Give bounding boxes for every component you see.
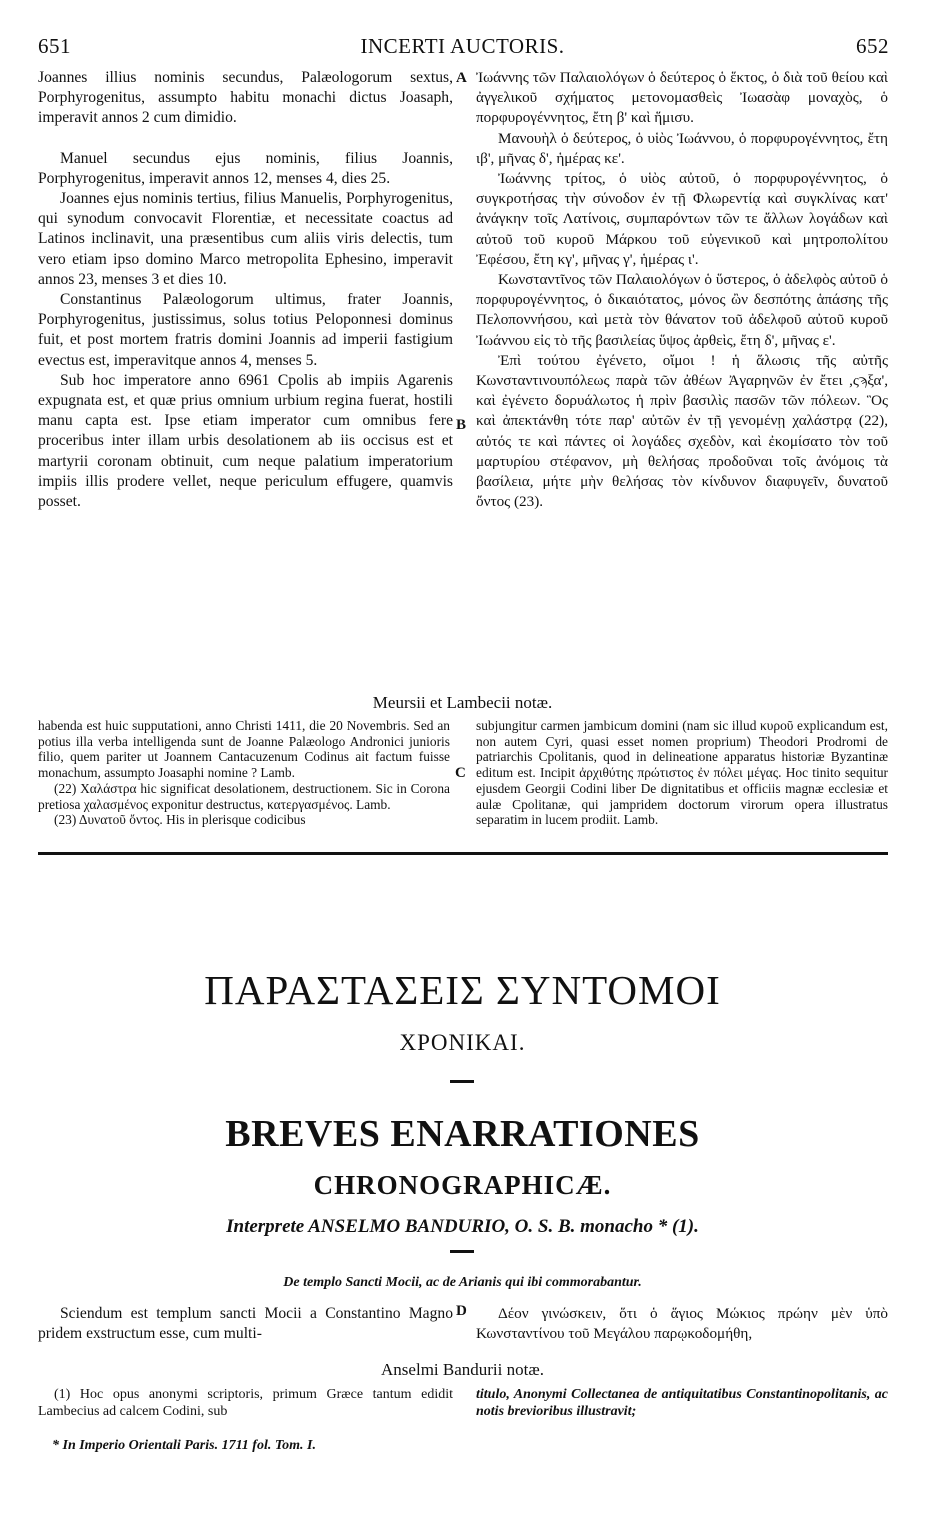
greek-paragraph: Μανουὴλ ὁ δεύτερος, ὁ υἱὸς Ἰωάννου, ὁ πορφυρογέννητος, ἔτη ιβ', μῆνας δ', ἡμέρας κε'. [476, 129, 888, 167]
latin-text-column [38, 68, 453, 512]
latin-paragraph: Sub hoc imperatore anno 6961 Cpolis ab impiis Agarenis expugnata est, et quæ prius omnium urbium regina fuerat, hostili manu capta est. Ipse etiam imperator cum omnibus fere proceribus inter illam urbis desolationem ab iis occisus est et martyrii coronam obtinuit, cum neque palatium imperatorium impiis illis prodere vellet, neque periculum effugere, quamvis posset. [38, 371, 453, 511]
subtitle-latin: CHRONOGRAPHICÆ. [313, 1170, 612, 1200]
title-greek: ΠΑΡΑΣΤΑΣΕΙΣ ΣΥΝΤΟΜΟΙ [204, 967, 721, 1013]
body-greek-paragraph: Δέον γινώσκειν, ὅτι ὁ ἅγιος Μώκιος πρώην μὲν ὑπὸ Κωνσταντίνου τοῦ Μεγάλου παρῳκοδομήθη, [476, 1305, 888, 1343]
section-divider [38, 852, 888, 855]
body-greek [476, 1304, 888, 1344]
body-latin [38, 1304, 453, 1344]
interpreter-line: Interprete ANSELMO BANDURIO, O. S. B. monacho * (1). [226, 1216, 699, 1237]
page-number-left: 651 [38, 34, 71, 58]
margin-letter-a: A [456, 70, 467, 86]
section-heading: De templo Sancti Mocii, ac de Arianis qui ibi commorabantur. [283, 1275, 642, 1290]
margin-letter-c: C [455, 765, 466, 781]
footnote: * In Imperio Orientali Paris. 1711 fol. Tom. I. [52, 1438, 316, 1453]
greek-text-column [476, 68, 888, 512]
note-paragraph: (22) Χαλάστρα hic significat desolationem, destructionem. Sic in Corona pretiosa χαλασμένος exponitur destructus, κατεργασμένος. Lamb. [38, 780, 450, 812]
notes-left-column [38, 718, 450, 828]
notes2-heading: Anselmi Bandurii notæ. [381, 1360, 544, 1379]
latin-paragraph: Constantinus Palæologorum ultimus, frater Joannis, Porphyrogenitus, justissimus, solus totius Peloponnesi dominus fuit, et post mortem fratris domini Joannis ad imperii fastigium evectus est, imperavitque annos 4, menses 5. [38, 291, 453, 369]
greek-paragraph: Ἰωάννης τρίτος, ὁ υἱὸς αὐτοῦ, ὁ πορφυρογέννητος, ὁ συγκροτήσας τὴν σύνοδον ἐν τῇ Φλωρεντίᾳ καὶ συγκλίνας κατ' ἀνάγκην τοῖς Λατίνοις, συμπαρόντων τῶν τε ἄλλων λογάδων καὶ αὐτοῦ τοῦ κυροῦ Μάρκου τοῦ εὐγενικοῦ καὶ μητροπολίτου Ἐφέσου, ἔτη κγ', μῆνας γ', ἡμέρας ι'. [476, 170, 888, 268]
note-paragraph: subjungitur carmen jambicum domini (nam sic illud κυροῦ explicandum est, non autem Cyri, quasi esset nomen proprium) Theodori Prodromi de patriarchis Cpolitanis, quod in delineatione apparatus historiæ Byzantinæ editum est. Incipit ἀρχιθύτης πρώτιστος ἐν πόλει μέγας. Hoc tinito sequitur ejusdem Georgii Codini liber De dignitatibus et officiis magnæ ecclesiæ et aulæ Cpolitanæ, qui jampridem doctorum virorum opera illustratus separatim in lucem prodiit. Lamb. [476, 718, 888, 828]
margin-letter-d: D [456, 1303, 467, 1319]
greek-paragraph: Ἰωάννης τῶν Παλαιολόγων ὁ δεύτερος ὁ ἕκτος, ὁ διὰ τοῦ θείου καὶ ἀγγελικοῦ σχήματος μετονομασθεὶς Ἰωασὰφ μοναχὸς, ὁ πορφυρογέννητος, ἔτη β' καὶ ἥμισυ. [476, 69, 888, 127]
notes2-right [476, 1387, 888, 1420]
latin-paragraph: Joannes ejus nominis tertius, filius Manuelis, Porphyrogenitus, qui synodum convocavit Florentiæ, et necessitate coactus ad Latinos inclinavit, una præsentibus cum aliis viris delectis, tum vero etiam ipso domino Marco metropolita Ephesino, imperavit annos 23, menses 3 et dies 10. [38, 190, 453, 288]
greek-paragraph: Ἐπὶ τούτου ἐγένετο, οἴμοι ! ἡ ἅλωσις τῆς αὐτῆς Κωνσταντινουπόλεως παρὰ τῶν ἀθέων Ἀγαρηνῶν ἐν ἔτει ,ςϡξα', καὶ ἐγένετο δορυάλωτος ἡ πρὶν βασιλὶς πασῶν τῶν πόλεων. Ὃς καὶ ἀπεκτάνθη τότε παρ' αὐτῶν ἐν τῇ γενομένῃ χαλάστρᾳ (22), αὐτός τε καὶ πάντες οἱ λογάδες σχεδὸν, καὶ ἐκομίσατο τὸν τοῦ μαρτυρίου στέφανον, μὴ θελήσας προδοῦναι τοῖς ἀνόμοις τὰ βασίλεια, μήτε μὴν θελήσας τὸν κίνδυνον διαφυγεῖν, δυνατοῦ ὄντος (23). [476, 351, 888, 511]
notes-heading: Meursii et Lambecii notæ. [372, 693, 553, 712]
subtitle-greek: ΧΡΟΝΙΚΑΙ. [399, 1030, 526, 1055]
interpreter-dash [450, 1250, 474, 1253]
running-title: INCERTI AUCTORIS. [360, 34, 565, 58]
notes-right-column [476, 718, 888, 828]
latin-paragraph: Joannes illius nominis secundus, Palæologorum sextus, Porphyrogenitus, assumpto habitu monachi dictus Joasaph, imperavit annos 2 cum dimidio. [38, 69, 453, 127]
margin-letter-b: B [456, 417, 467, 433]
body-latin-paragraph: Sciendum est templum sancti Mocii a Constantino Magno pridem exstructum esse, cum multi- [38, 1305, 453, 1343]
note-paragraph: (1) Hoc opus anonymi scriptoris, primum Græce tantum edidit Lambecius ad calcem Codini, sub [38, 1387, 453, 1419]
greek-paragraph: Κωνσταντῖνος τῶν Παλαιολόγων ὁ ὕστερος, ὁ ἀδελφὸς αὐτοῦ ὁ πορφυρογέννητος, ὁ δικαιότατος, μόνος ὢν δεσπότης ἁπάσης τῆς Πελοποννήσου, καὶ μετὰ τὸν θάνατον τοῦ ἀδελφοῦ αὐτοῦ κυροῦ Ἰωάννου εἰς τὸ τῆς βασιλείας ὕψος ἀρθεὶς, ἔτη δ', μῆνας ε'. [476, 271, 888, 349]
latin-paragraph: Manuel secundus ejus nominis, filius Joannis, Porphyrogenitus, imperavit annos 12, menses 4, dies 25. [38, 149, 453, 187]
title-dash [450, 1080, 474, 1083]
note-paragraph: (23) Δυνατοῦ ὄντος. His in plerisque codicibus [54, 812, 306, 828]
note-paragraph: habenda est huic supputationi, anno Christi 1411, die 20 Novembris. Sed an potius illa verba intelligenda sunt de Joanne Palæologo Andronici junioris filio, quem pariter ut Joannem Cantacuzenum Codinus ait factum fuisse monachum, assumpto Joasaphi nomine ? Lamb. [38, 718, 450, 781]
note-paragraph: titulo, Anonymi Collectanea de antiquitatibus Constantinopolitanis, ac notis brevioribus illustravit; [476, 1387, 888, 1419]
page-number-right: 652 [856, 34, 889, 58]
notes2-left [38, 1387, 453, 1420]
title-latin: BREVES ENARRATIONES [225, 1113, 700, 1155]
